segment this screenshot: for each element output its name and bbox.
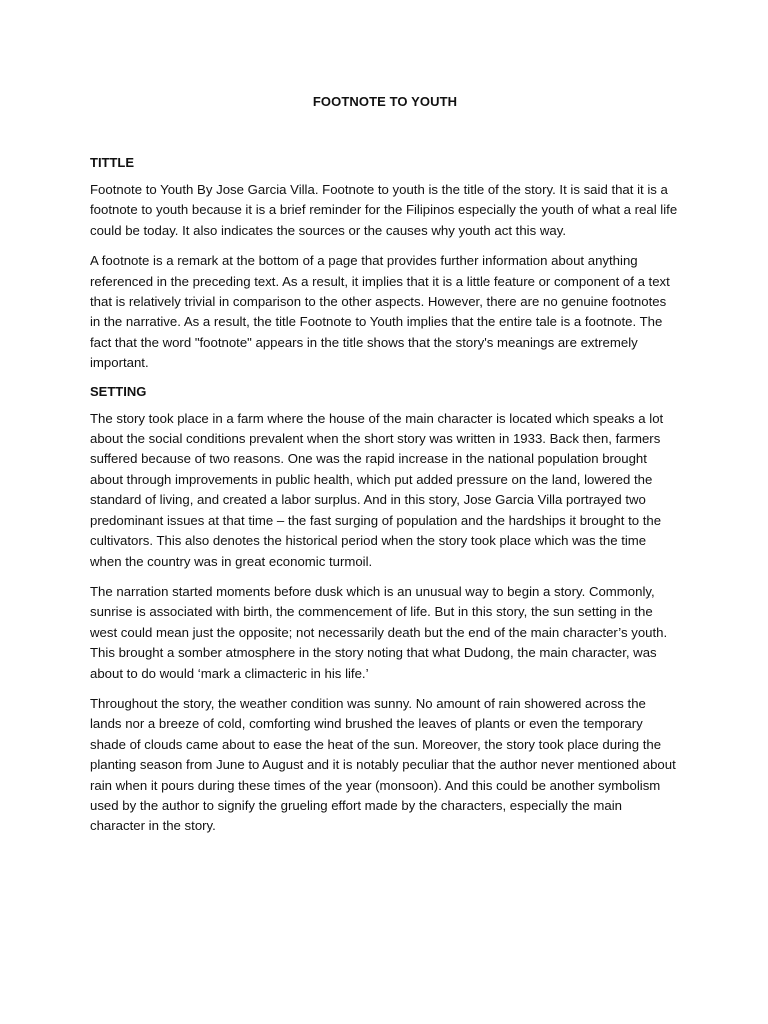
- document-page: [90, 94, 680, 847]
- paragraph: The story took place in a farm where the house of the main character is located which speaks a lot about the social conditions prevalent when the short story was written in 1933. Back then, farmers suffered because of two reasons. One was the rapid increase in the national population brought about through improvements in public health, which put added pressure on the land, lowered the standard of living, and created a labor surplus. And in this story, Jose Garcia Villa portrayed two predominant issues at that time – the fast surging of population and the hardships it brought to the cultivators. This also denotes the historical period when the story took place which was the time when the country was in great economic turmoil.: [90, 410, 664, 569]
- paragraph: Footnote to Youth By Jose Garcia Villa. Footnote to youth is the title of the story. It is said that it is a footnote to youth because it is a brief reminder for the Filipinos especially the youth of what a real life could be today. It also indicates the sources or the causes why youth act this way.: [90, 182, 678, 238]
- section-setting: [90, 384, 680, 837]
- section-heading-setting: SETTING: [90, 383, 147, 399]
- document-title: FOOTNOTE TO YOUTH: [312, 94, 458, 109]
- paragraph: Throughout the story, the weather condition was sunny. No amount of rain showered across the lands nor a breeze of cold, comforting wind brushed the leaves of plants or even the temporary shade of clouds came about to ease the heat of the sun. Moreover, the story took place during the planting season from June to August and it is notably peculiar that the author never mentioned about rain when it pours during these times of the year (monsoon). And this could be another symbolism used by the author to signify the grueling effort made by the characters, especially the main character in the story.: [90, 695, 676, 834]
- section-title: [90, 155, 680, 374]
- paragraph: The narration started moments before dusk which is an unusual way to begin a story. Commonly, sunrise is associated with birth, the commencement of life. But in this story, the sun setting in the west could mean just the opposite; not necessarily death but the end of the main character’s youth. This brought a somber atmosphere in the story noting that what Dudong, the main character, was about to do would ‘mark a climacteric in his life.’: [90, 583, 668, 681]
- section-heading-tittle: TITTLE: [90, 155, 135, 170]
- paragraph: A footnote is a remark at the bottom of a page that provides further information about anything referenced in the preceding text. As a result, it implies that it is a little feature or component of a text that is relatively trivial in comparison to the other aspects. However, there are no genuine footnotes in the narrative. As a result, the title Footnote to Youth implies that the entire tale is a footnote. The fact that the word "footnote" appears in the title shows that the story's meanings are extremely important.: [90, 253, 670, 371]
